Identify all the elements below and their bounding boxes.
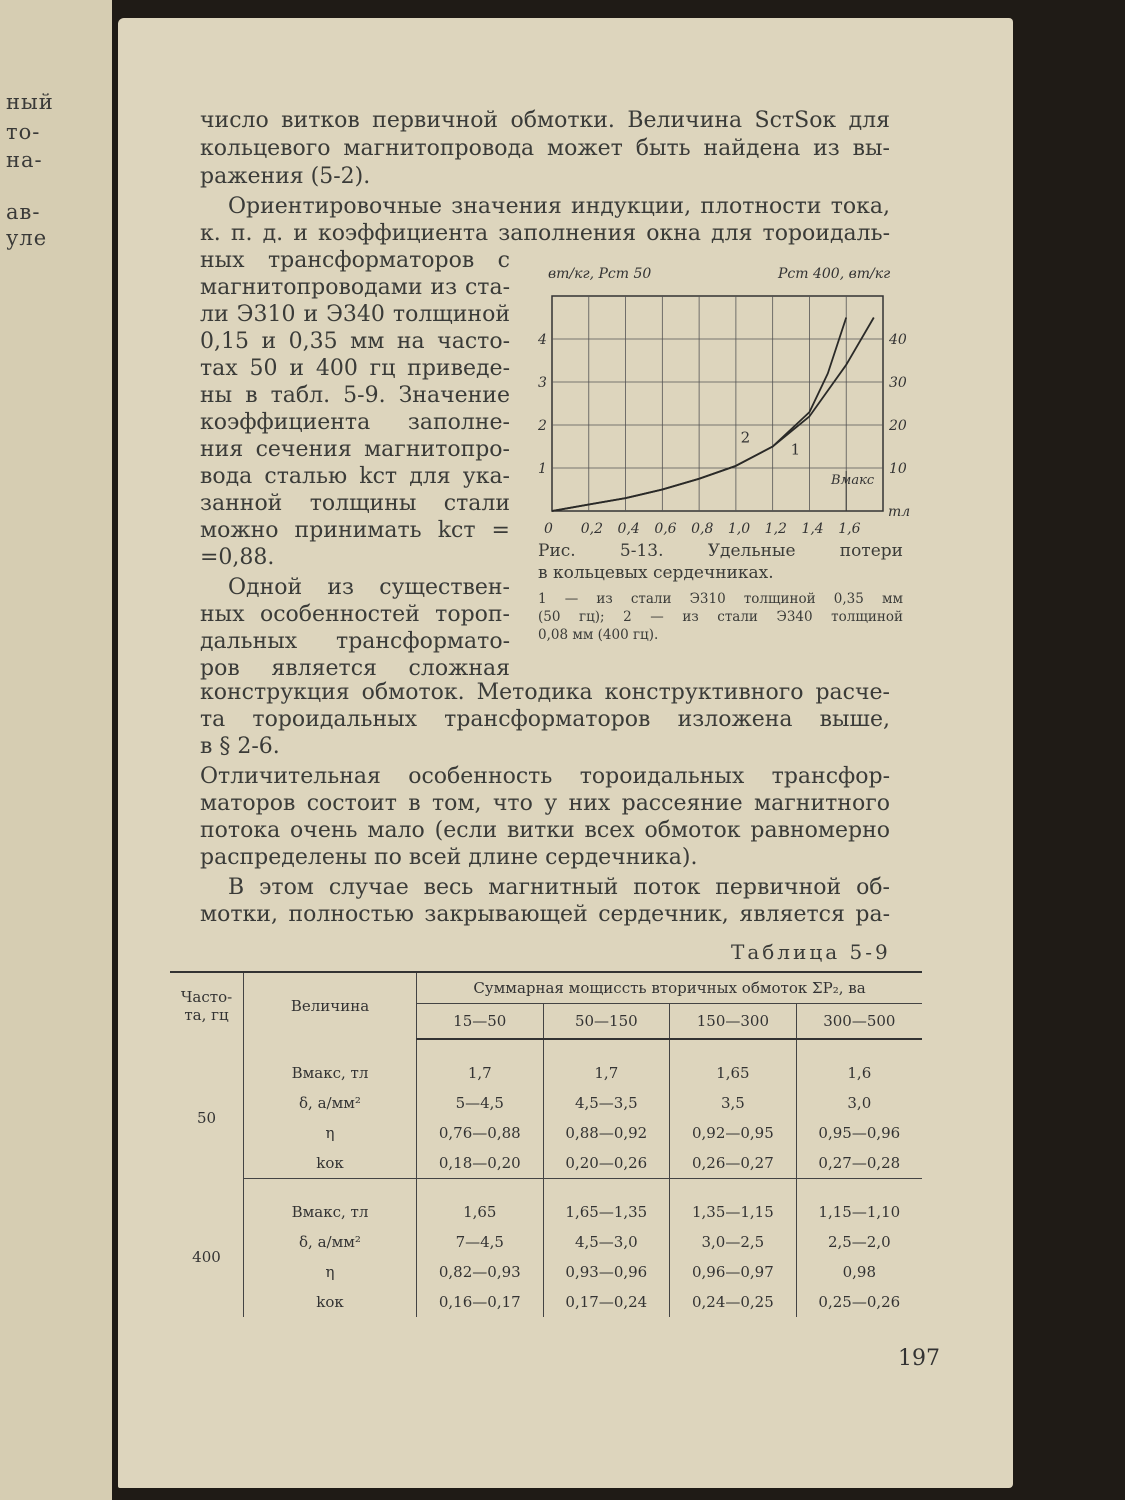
table-row bbox=[170, 1058, 922, 1088]
value-cell: 0,16—0,17 bbox=[417, 1287, 544, 1317]
value-cell: 1,15—1,10 bbox=[818, 1203, 901, 1221]
text-line: в § 2-6. bbox=[200, 734, 280, 759]
figure-caption-note: (50 гц); 2 — из стали Э340 толщиной bbox=[538, 609, 903, 625]
quantity-cell: δ, а/мм² bbox=[244, 1227, 417, 1257]
book-page bbox=[118, 18, 1013, 1488]
value-cell: 4,5—3,5 bbox=[543, 1088, 670, 1118]
x-tick-label: 0,6 bbox=[654, 521, 677, 537]
header-frequency: Часто-та, гц bbox=[170, 972, 244, 1039]
frequency-cell: 50 bbox=[170, 1058, 244, 1179]
text-line: к. п. д. и коэффициента заполнения окна для тороидаль- bbox=[200, 221, 890, 246]
text-line: можно принимать kст = bbox=[200, 518, 510, 543]
figure-caption-title: Рис. 5-13. Удельные потери bbox=[538, 541, 903, 561]
quantity-cell: kок bbox=[244, 1287, 417, 1317]
y-right-tick-label: 10 bbox=[889, 461, 907, 477]
table-row bbox=[170, 1118, 922, 1148]
value-cell: 1,6 bbox=[847, 1064, 872, 1082]
text-line: Отличительная особенность тороидальных трансфор- bbox=[200, 764, 890, 789]
value-cell: 0,25—0,26 bbox=[818, 1293, 901, 1311]
quantity-cell: kок bbox=[244, 1148, 417, 1179]
value-cell: 0,20—0,26 bbox=[543, 1148, 670, 1179]
text-line: ных особенностей тороп- bbox=[200, 602, 510, 627]
value-cell: 0,93—0,96 bbox=[543, 1257, 670, 1287]
y-right-tick-label: 40 bbox=[889, 332, 907, 348]
header-column: 50—150 bbox=[543, 1004, 670, 1040]
left-page-fragment: уле bbox=[6, 226, 48, 250]
value-cell: 3,5 bbox=[670, 1088, 797, 1118]
table-row bbox=[170, 1287, 922, 1317]
y-left-tick-label: 3 bbox=[538, 375, 547, 391]
value-cell: 1,65 bbox=[417, 1197, 544, 1227]
text-line: ров является сложная bbox=[200, 656, 510, 681]
table-row bbox=[170, 1197, 922, 1227]
text-line: конструкция обмоток. Методика конструктивного расче- bbox=[200, 680, 890, 705]
x-tick-label: 0,2 bbox=[580, 521, 604, 537]
series-label: 2 bbox=[740, 428, 751, 447]
text-line: магнитопроводами из ста- bbox=[200, 275, 510, 300]
value-cell: 0,24—0,25 bbox=[670, 1287, 797, 1317]
value-cell: 3,0—2,5 bbox=[670, 1227, 797, 1257]
value-cell: 0,26—0,27 bbox=[670, 1148, 797, 1179]
figure-caption-title: в кольцевых сердечниках. bbox=[538, 563, 774, 583]
text-line: ражения (5-2). bbox=[200, 164, 371, 189]
value-cell: 2,5—2,0 bbox=[827, 1233, 891, 1251]
chart-curves bbox=[552, 318, 874, 512]
x-tick-label: 0,4 bbox=[617, 521, 640, 537]
value-cell: 1,7 bbox=[417, 1058, 544, 1088]
text-line: =0,88. bbox=[200, 545, 275, 570]
value-cell: 0,18—0,20 bbox=[417, 1148, 544, 1179]
value-cell: 0,17—0,24 bbox=[543, 1287, 670, 1317]
quantity-cell: η bbox=[244, 1257, 417, 1287]
header-column: 150—300 bbox=[670, 1004, 797, 1040]
text-line: потока очень мало (если витки всех обмоток равномерно bbox=[200, 818, 890, 843]
value-cell: 0,88—0,92 bbox=[543, 1118, 670, 1148]
series-line-2 bbox=[552, 318, 874, 512]
table-row bbox=[170, 1257, 922, 1287]
text-line: мотки, полностью закрывающей сердечник, является ра- bbox=[200, 902, 890, 927]
text-line: маторов состоит в том, что у них рассеяние магнитного bbox=[200, 791, 890, 816]
quantity-cell: Bмакс, тл bbox=[244, 1058, 417, 1088]
value-cell: 7—4,5 bbox=[417, 1227, 544, 1257]
x-tick-label: 1,2 bbox=[764, 521, 787, 537]
value-cell: 0,95—0,96 bbox=[818, 1124, 901, 1142]
left-page-fragment: ав- bbox=[6, 200, 41, 224]
y-right-label: Pст 400, вт/кг bbox=[778, 266, 891, 282]
text-line: коэффициента заполне- bbox=[200, 410, 510, 435]
table-row bbox=[170, 1227, 922, 1257]
value-cell: 3,0 bbox=[847, 1094, 872, 1112]
frequency-cell: 400 bbox=[170, 1197, 244, 1317]
value-cell: 0,98 bbox=[842, 1263, 877, 1281]
text-line: Ориентировочные значения индукции, плотности тока, bbox=[228, 194, 890, 219]
figure-caption-note: 0,08 мм (400 гц). bbox=[538, 627, 659, 643]
value-cell: 4,5—3,0 bbox=[543, 1227, 670, 1257]
value-cell: 0,27—0,28 bbox=[796, 1148, 922, 1179]
value-cell: 1,65 bbox=[670, 1058, 797, 1088]
data-table bbox=[170, 971, 922, 1317]
value-cell: 0,82—0,93 bbox=[417, 1257, 544, 1287]
left-page-edge bbox=[0, 0, 112, 1500]
table-row bbox=[170, 1088, 922, 1118]
header-column: 300—500 bbox=[796, 1004, 922, 1040]
chart-ticks bbox=[537, 332, 907, 537]
text-line: В этом случае весь магнитный поток первичной об- bbox=[228, 875, 890, 900]
left-page-fragment: на- bbox=[6, 148, 43, 172]
value-cell: 1,65—1,35 bbox=[543, 1197, 670, 1227]
text-line: ли Э310 и Э340 толщиной bbox=[200, 302, 510, 327]
page-number: 197 bbox=[898, 1346, 940, 1371]
y-left-tick-label: 1 bbox=[538, 461, 547, 477]
text-line: занной толщины стали bbox=[200, 491, 510, 516]
value-cell: 0,76—0,88 bbox=[417, 1118, 544, 1148]
y-right-tick-label: 30 bbox=[889, 375, 907, 391]
quantity-cell: Bмакс, тл bbox=[244, 1197, 417, 1227]
y-left-tick-label: 2 bbox=[538, 418, 547, 434]
table-row bbox=[170, 1148, 922, 1179]
bmax-marker-label: Bмакс bbox=[831, 473, 875, 488]
loss-curve-chart bbox=[528, 256, 928, 546]
quantity-cell: δ, а/мм² bbox=[244, 1088, 417, 1118]
text-line: ния сечения магнитопро- bbox=[200, 437, 510, 462]
left-page-fragment: ный bbox=[6, 90, 54, 114]
value-cell: 1,35—1,15 bbox=[670, 1197, 797, 1227]
header-quantity: Величина bbox=[244, 972, 417, 1039]
text-line: вода сталью kст для ука- bbox=[200, 464, 510, 489]
value-cell: 1,7 bbox=[543, 1058, 670, 1088]
text-line: кольцевого магнитопровода может быть найдена из вы- bbox=[200, 136, 890, 161]
x-tick-label: 1,4 bbox=[801, 521, 824, 537]
x-unit-label: тл bbox=[888, 504, 911, 520]
text-line: ных трансформаторов с bbox=[200, 248, 510, 273]
value-cell: 0,92—0,95 bbox=[670, 1118, 797, 1148]
header-power-group: Суммарная мощиссть вторичных обмоток ΣP₂, ва bbox=[417, 972, 923, 1004]
text-line: число витков первичной обмотки. Величина SстSок для bbox=[200, 108, 890, 133]
figure-caption-note: 1 — из стали Э310 толщиной 0,35 мм bbox=[538, 591, 903, 607]
x-tick-label: 0 bbox=[544, 521, 553, 537]
left-page-fragment: то- bbox=[6, 120, 41, 144]
y-left-label: вт/кг, Pст 50 bbox=[548, 266, 652, 282]
x-tick-label: 1,6 bbox=[838, 521, 861, 537]
x-tick-label: 1,0 bbox=[727, 521, 751, 537]
quantity-cell: η bbox=[244, 1118, 417, 1148]
y-left-tick-label: 4 bbox=[538, 332, 547, 348]
text-line: Одной из существен- bbox=[228, 575, 510, 600]
text-line: ны в табл. 5-9. Значение bbox=[200, 383, 510, 408]
value-cell: 5—4,5 bbox=[417, 1088, 544, 1118]
series-label: 1 bbox=[790, 440, 801, 459]
text-line: та тороидальных трансформаторов изложена выше, bbox=[200, 707, 890, 732]
text-line: дальных трансформато- bbox=[200, 629, 510, 654]
text-line: тах 50 и 400 гц приведе- bbox=[200, 356, 510, 381]
text-line: 0,15 и 0,35 мм на часто- bbox=[200, 329, 510, 354]
y-right-tick-label: 20 bbox=[889, 418, 907, 434]
header-column: 15—50 bbox=[417, 1004, 544, 1040]
table-title: Таблица 5-9 bbox=[731, 940, 891, 964]
value-cell: 0,96—0,97 bbox=[670, 1257, 797, 1287]
x-tick-label: 0,8 bbox=[691, 521, 714, 537]
text-line: распределены по всей длине сердечника). bbox=[200, 845, 698, 870]
